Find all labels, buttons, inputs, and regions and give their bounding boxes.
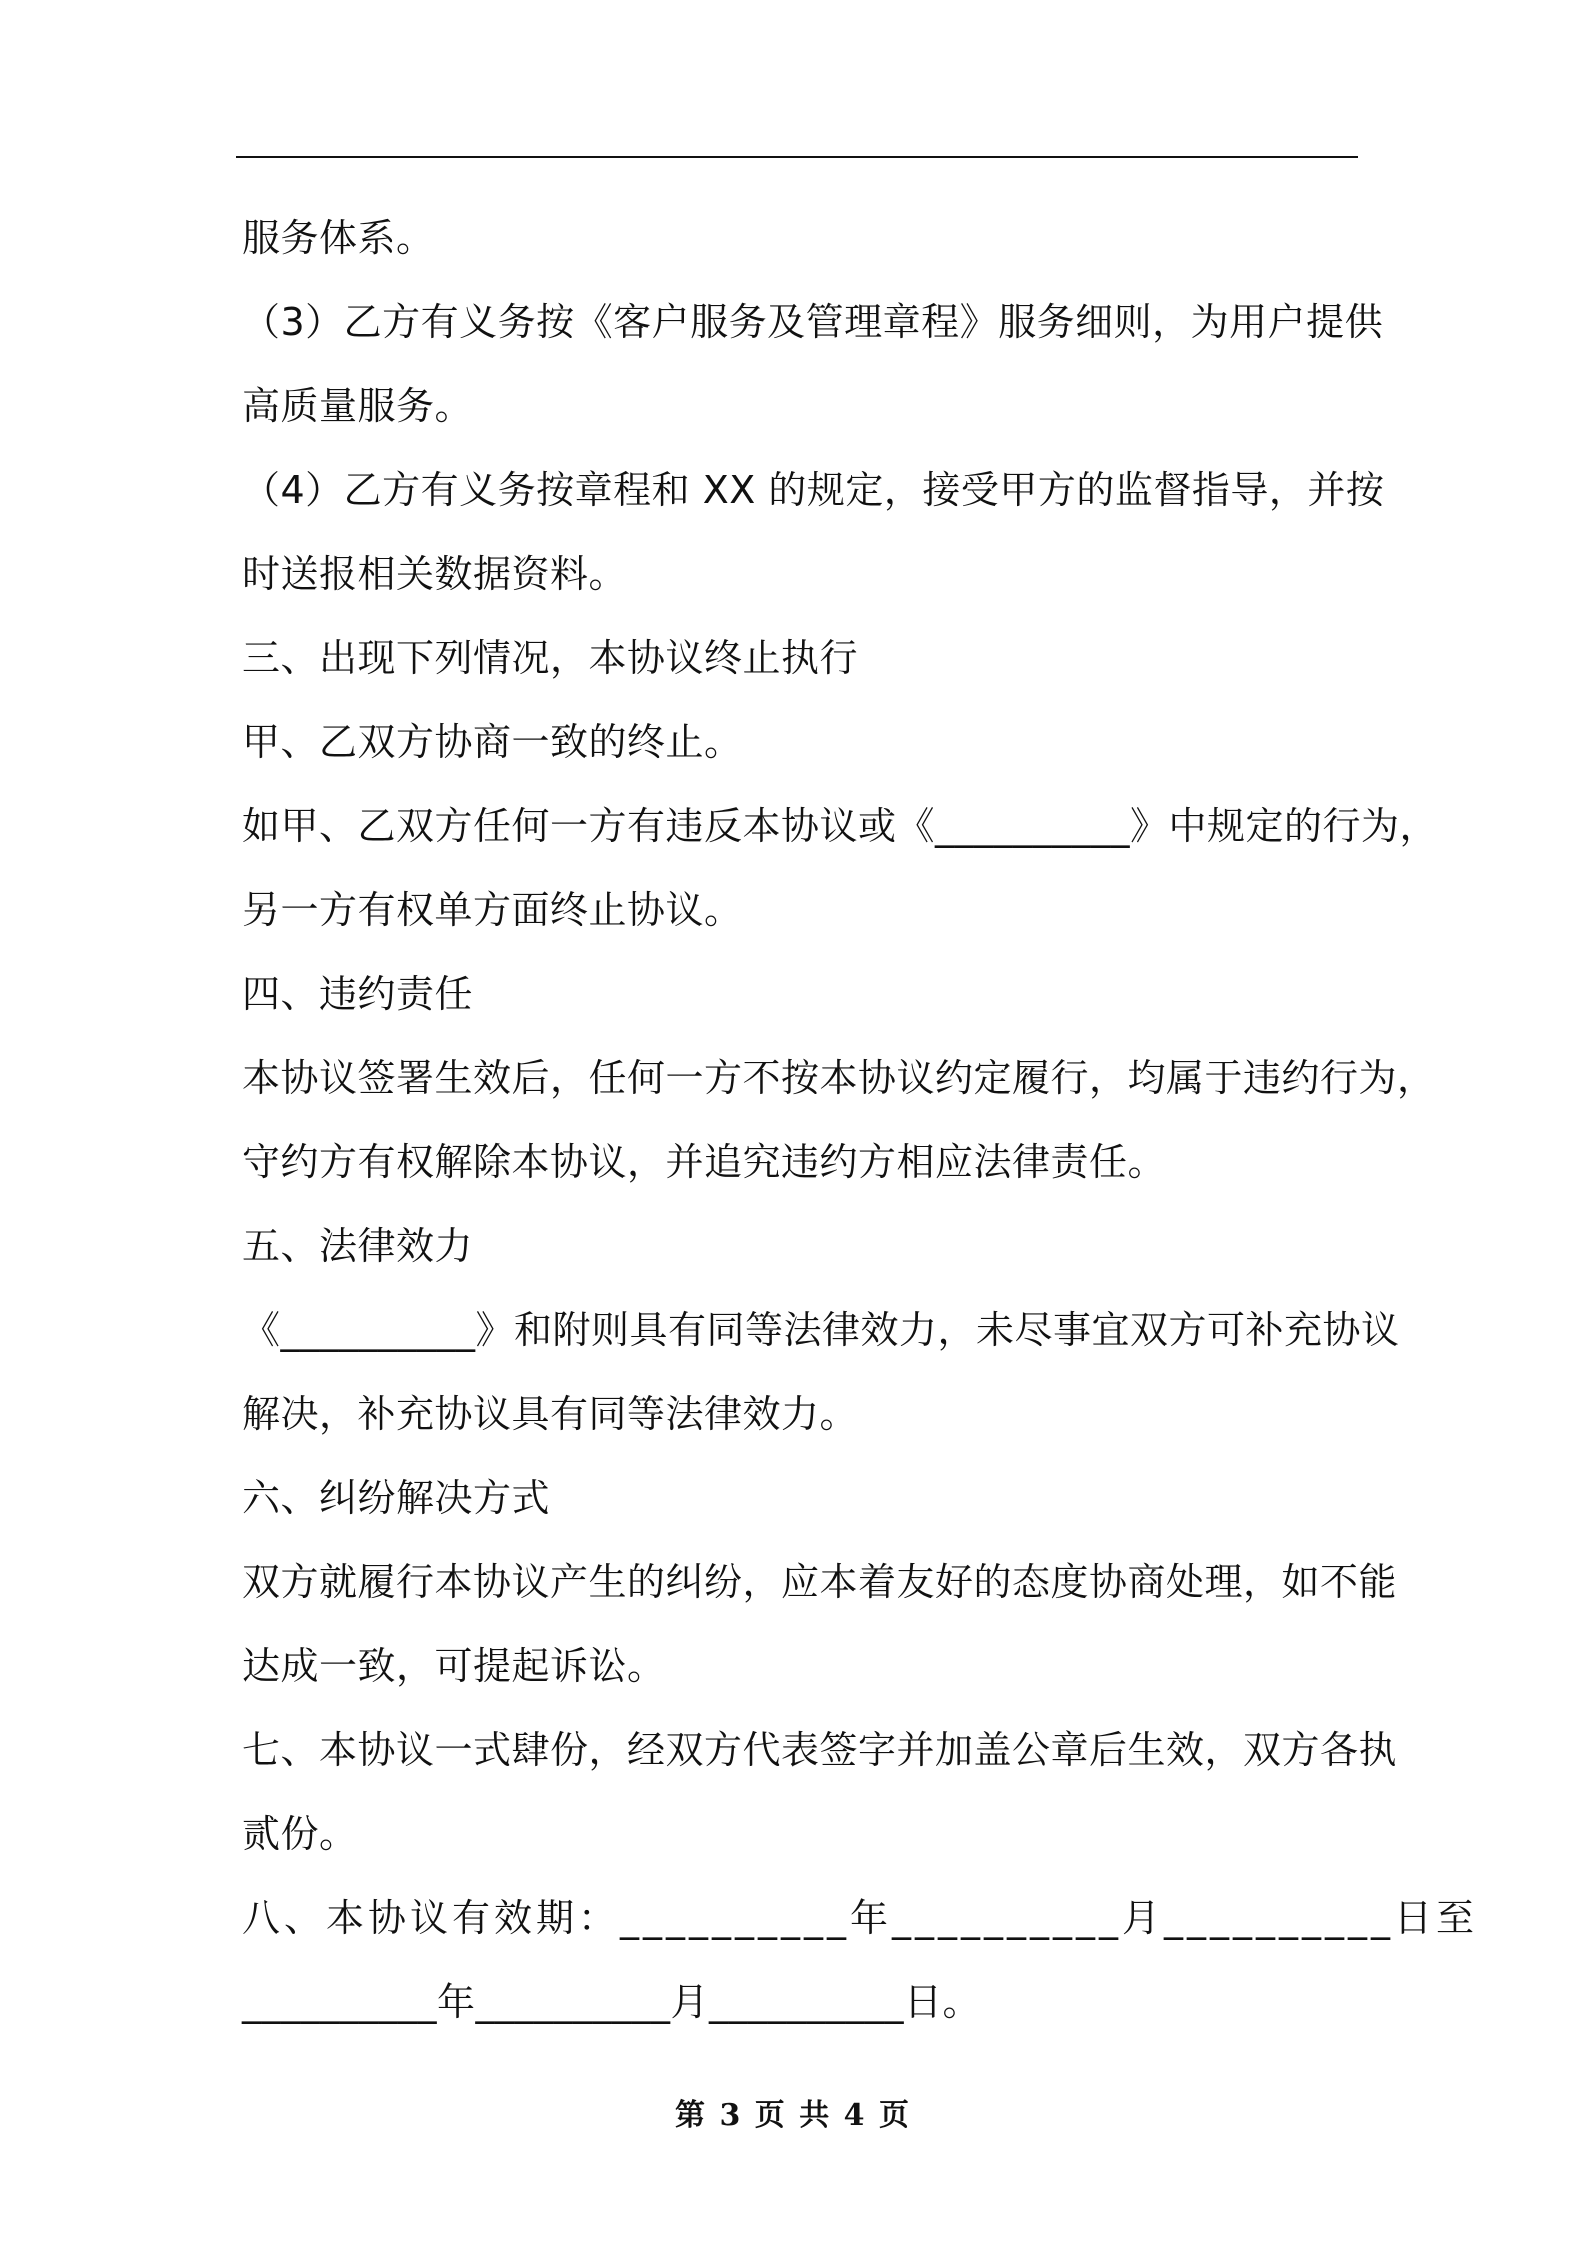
text-line: 甲、乙双方协商一致的终止。 bbox=[242, 720, 743, 764]
text-line: 另一方有权单方面终止协议。 bbox=[242, 888, 743, 932]
section-heading: 七、本协议一式肆份，经双方代表签字并加盖公章后生效，双方各执 bbox=[242, 1728, 1398, 1772]
text-line: __________年__________月__________日。 bbox=[242, 1980, 982, 2024]
section-heading: 五、法律效力 bbox=[242, 1224, 474, 1268]
text-line: 守约方有权解除本协议，并追究违约方相应法律责任。 bbox=[242, 1140, 1167, 1184]
section-heading: 八、本协议有效期：__________年__________月__________日至 bbox=[242, 1896, 1479, 1940]
section-heading: 三、出现下列情况，本协议终止执行 bbox=[242, 636, 859, 680]
text-line: （4）乙方有义务按章程和 XX 的规定，接受甲方的监督指导，并按 bbox=[242, 468, 1385, 512]
text-line: 高质量服务。 bbox=[242, 384, 474, 428]
header-rule bbox=[236, 156, 1358, 158]
text-line: 《__________》和附则具有同等法律效力，未尽事宜双方可补充协议 bbox=[242, 1308, 1400, 1352]
text-line: （3）乙方有义务按《客户服务及管理章程》服务细则，为用户提供 bbox=[242, 300, 1384, 344]
text-line: 本协议签署生效后，任何一方不按本协议约定履行，均属于违约行为， bbox=[242, 1056, 1436, 1100]
page-number: 第 3 页 共 4 页 bbox=[675, 2098, 911, 2133]
text-line: 双方就履行本协议产生的纠纷，应本着友好的态度协商处理，如不能 bbox=[242, 1560, 1398, 1604]
text-line: 时送报相关数据资料。 bbox=[242, 552, 628, 596]
text-line: 贰份。 bbox=[242, 1812, 358, 1856]
document-body bbox=[242, 196, 1479, 2044]
text-line: 服务体系。 bbox=[242, 216, 435, 260]
section-heading: 六、纠纷解决方式 bbox=[242, 1476, 551, 1520]
text-line: 解决，补充协议具有同等法律效力。 bbox=[242, 1392, 859, 1436]
section-heading: 四、违约责任 bbox=[242, 972, 474, 1016]
text-line: 达成一致，可提起诉讼。 bbox=[242, 1644, 666, 1688]
text-line: 如甲、乙双方任何一方有违反本协议或《__________》中规定的行为， bbox=[242, 804, 1439, 848]
